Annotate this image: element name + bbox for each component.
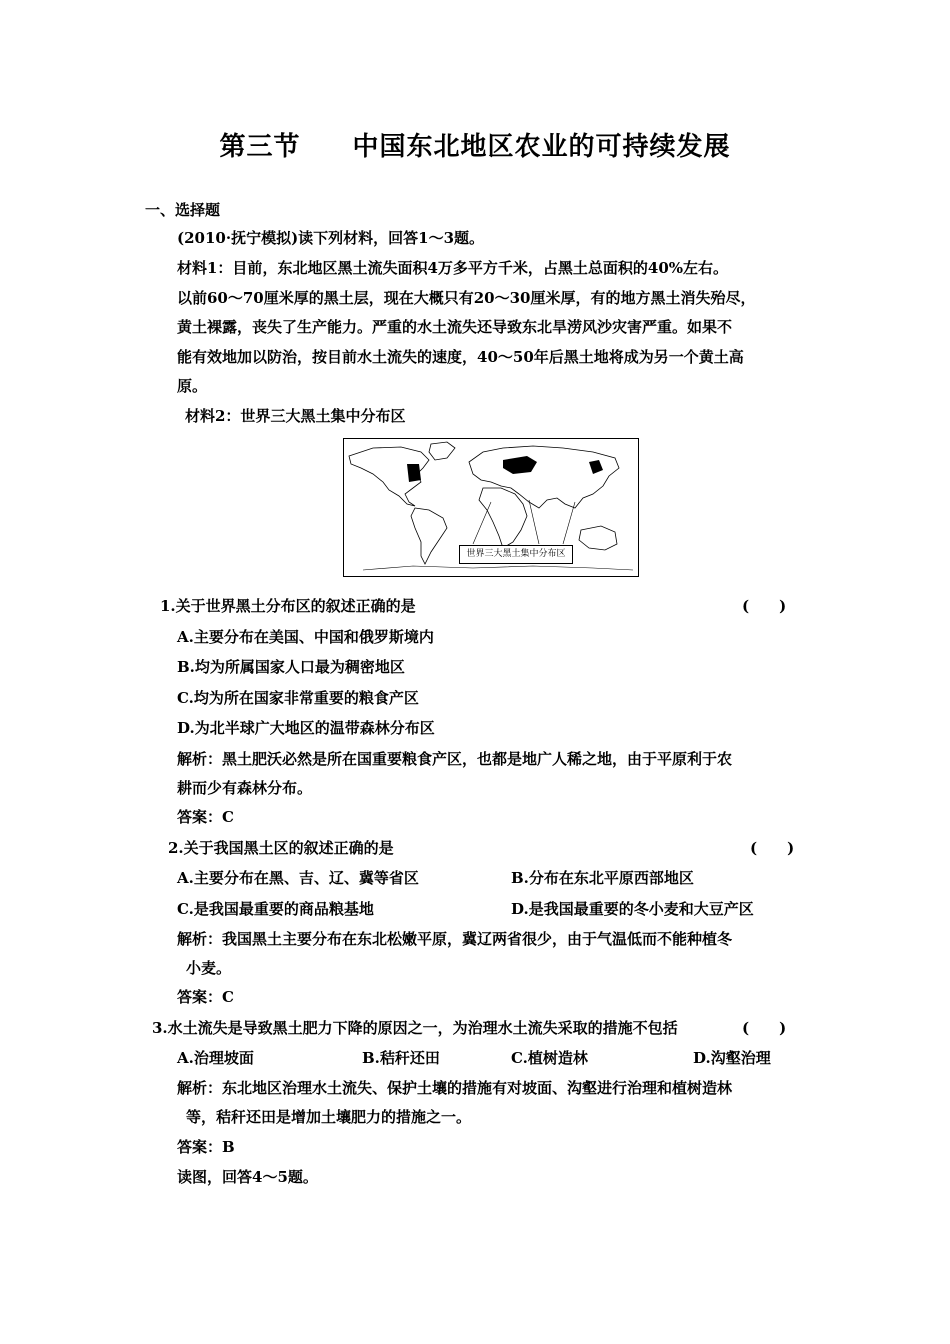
analysis-text: 解析：我国黑土主要分布在东北松嫩平原，冀辽两省很少，由于气温低而不能种植冬: [177, 930, 733, 948]
analysis-text: 耕而少有森林分布。: [177, 779, 313, 797]
section-number: 第三节: [219, 132, 301, 162]
answer-text: 答案：B: [177, 1138, 235, 1156]
option-item: A.主要分布在美国、中国和俄罗斯境内: [177, 628, 434, 646]
black-soil-north-america: [407, 464, 421, 482]
answer-bracket: ( ): [750, 839, 795, 857]
answer-text: 答案：C: [177, 988, 234, 1006]
material1-line: 以前60～70厘米厚的黑土层，现在大概只有20～30厘米厚，有的地方黑土消失殆尽，: [177, 289, 756, 307]
option-item: D.是我国最重要的冬小麦和大豆产区: [511, 900, 754, 918]
question-stem: 2.关于我国黑土区的叙述正确的是: [168, 839, 394, 857]
option-item: D.为北半球广大地区的温带森林分布区: [177, 719, 435, 737]
analysis-text: 解析：东北地区治理水土流失、保护土壤的措施有对坡面、沟壑进行治理和植树造林: [177, 1079, 733, 1097]
option-item: D.沟壑治理: [693, 1049, 771, 1067]
option-item: C.均为所在国家非常重要的粮食产区: [177, 689, 419, 707]
analysis-text: 等，秸秆还田是增加土壤肥力的措施之一。: [186, 1108, 472, 1126]
answer-text: 答案：C: [177, 808, 234, 826]
answer-bracket: ( ): [742, 597, 787, 615]
map-caption: 世界三大黑土集中分布区: [459, 545, 573, 564]
option-item: B.秸秆还田: [362, 1049, 440, 1067]
option-item: B.分布在东北平原西部地区: [511, 869, 694, 887]
option-item: A.主要分布在黑、吉、辽、冀等省区: [177, 869, 419, 887]
page-title: [0, 126, 950, 163]
section-heading: 一、选择题: [145, 201, 221, 219]
option-item: C.植树造林: [511, 1049, 588, 1067]
intro-text: (2010·抚宁模拟)读下列材料，回答1～3题。: [177, 229, 485, 247]
analysis-text: 解析：黑土肥沃必然是所在国重要粮食产区，也都是地广人稀之地，由于平原利于农: [177, 750, 733, 768]
analysis-text: 小麦。: [186, 959, 232, 977]
question-stem: 1.关于世界黑土分布区的叙述正确的是: [160, 597, 416, 615]
question-stem: 3.水土流失是导致黑土肥力下降的原因之一，为治理水土流失采取的措施不包括: [152, 1019, 678, 1037]
material2-text: 材料2：世界三大黑土集中分布区: [185, 407, 406, 425]
answer-bracket: ( ): [742, 1019, 787, 1037]
material1-line: 能有效地加以防治，按目前水土流失的速度，40～50年后黑土地将成为另一个黄土高: [177, 348, 744, 366]
material1-line: 黄土裸露，丧失了生产能力。严重的水土流失还导致东北旱涝风沙灾害严重。如果不: [177, 318, 733, 336]
section-title: 中国东北地区农业的可持续发展: [352, 132, 731, 162]
material1-line: 原。: [177, 377, 208, 395]
option-item: A.治理坡面: [177, 1049, 254, 1067]
option-item: B.均为所属国家人口最为稠密地区: [177, 658, 405, 676]
next-prompt: 读图，回答4～5题。: [177, 1168, 318, 1186]
option-item: C.是我国最重要的商品粮基地: [177, 900, 374, 918]
material1-line: 材料1：目前，东北地区黑土流失面积4万多平方千米，占黑土总面积的40%左右。: [177, 259, 729, 277]
